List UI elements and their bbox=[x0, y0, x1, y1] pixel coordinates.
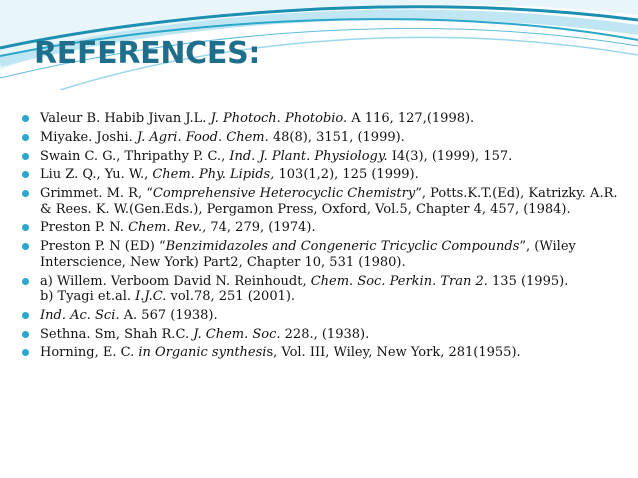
reference-item bbox=[20, 274, 625, 305]
reference-text: 228., (1938). bbox=[280, 326, 370, 342]
reference-item bbox=[20, 130, 625, 146]
reference-italic-text: Chem. Soc. Perkin. Tran 2. bbox=[310, 273, 488, 289]
reference-text: ”, Potts.K.T.(Ed), Katrizky. A.R. & Rees. K. W.(Gen.Eds.), Pergamon Press, Oxford, Vol.5, Chapter 4, 457, (1984). bbox=[40, 186, 618, 217]
reference-text: 135 (1995). bbox=[487, 273, 569, 289]
reference-text: 103(1,2), 125 (1999). bbox=[274, 167, 419, 183]
reference-text: s, Vol. III, Wiley, New York, 281(1955). bbox=[266, 345, 521, 361]
reference-italic-text: J. Agri. Food. Chem. bbox=[136, 129, 269, 145]
reference-text: 74, 279, (1974). bbox=[206, 220, 316, 236]
reference-italic-text: Ind. Ac. Sci. bbox=[40, 307, 120, 323]
reference-item bbox=[20, 327, 625, 343]
reference-text: b) Tyagi et.al. bbox=[40, 289, 136, 305]
reference-italic-text: Ind. J. Plant. Physiology. bbox=[229, 148, 388, 164]
reference-italic-text: J. Photoch. Photobio. bbox=[210, 111, 348, 126]
reference-text: Horning, E. C. bbox=[40, 345, 139, 361]
reference-italic-text: Benzimidazoles and Congeneric Tricyclic Compounds bbox=[165, 239, 520, 255]
reference-text: Liu Z. Q., Yu. W., bbox=[40, 167, 153, 183]
reference-italic-text: J. Chem. Soc. bbox=[193, 326, 281, 342]
reference-item bbox=[20, 186, 625, 217]
reference-text: Valeur B. Habib Jivan J.L. bbox=[40, 111, 211, 126]
reference-item bbox=[20, 239, 625, 270]
reference-text: 48(8), 3151, (1999). bbox=[268, 129, 405, 145]
reference-text: A 116, 127,(1998). bbox=[347, 111, 475, 126]
reference-italic-text: Comprehensive Heterocyclic Chemistry bbox=[152, 186, 416, 202]
slide-title: REFERENCES: bbox=[34, 36, 261, 71]
reference-italic-text: Chem. Phy. Lipids, bbox=[152, 167, 275, 183]
reference-text: A. 567 (1938). bbox=[119, 307, 218, 323]
reference-item bbox=[20, 167, 625, 183]
reference-text: Swain C. G., Thripathy P. C., bbox=[40, 148, 230, 164]
reference-item bbox=[20, 111, 625, 127]
reference-text: Sethna. Sm, Shah R.C. bbox=[40, 326, 194, 342]
reference-item bbox=[20, 345, 625, 361]
reference-italic-text: I.J.C. bbox=[135, 289, 167, 305]
reference-list bbox=[20, 111, 625, 364]
reference-text: I4(3), (1999), 157. bbox=[387, 148, 513, 164]
reference-italic-text: Chem. Rev., bbox=[128, 220, 207, 236]
reference-text: Preston P. N (ED) “ bbox=[40, 239, 166, 255]
reference-text: Grimmet. M. R, “ bbox=[40, 186, 153, 202]
reference-item bbox=[20, 308, 625, 324]
reference-item bbox=[20, 149, 625, 165]
reference-text: Preston P. N. bbox=[40, 220, 129, 236]
reference-item bbox=[20, 220, 625, 236]
reference-text: ”, (Wiley Interscience, New York) Part2, Chapter 10, 531 (1980). bbox=[40, 239, 576, 270]
reference-text: Miyake. Joshi. bbox=[40, 129, 137, 145]
reference-text: vol.78, 251 (2001). bbox=[166, 289, 296, 305]
reference-italic-text: in Organic synthesi bbox=[138, 345, 267, 361]
reference-text: a) Willem. Verboom David N. Reinhoudt, bbox=[40, 273, 311, 289]
